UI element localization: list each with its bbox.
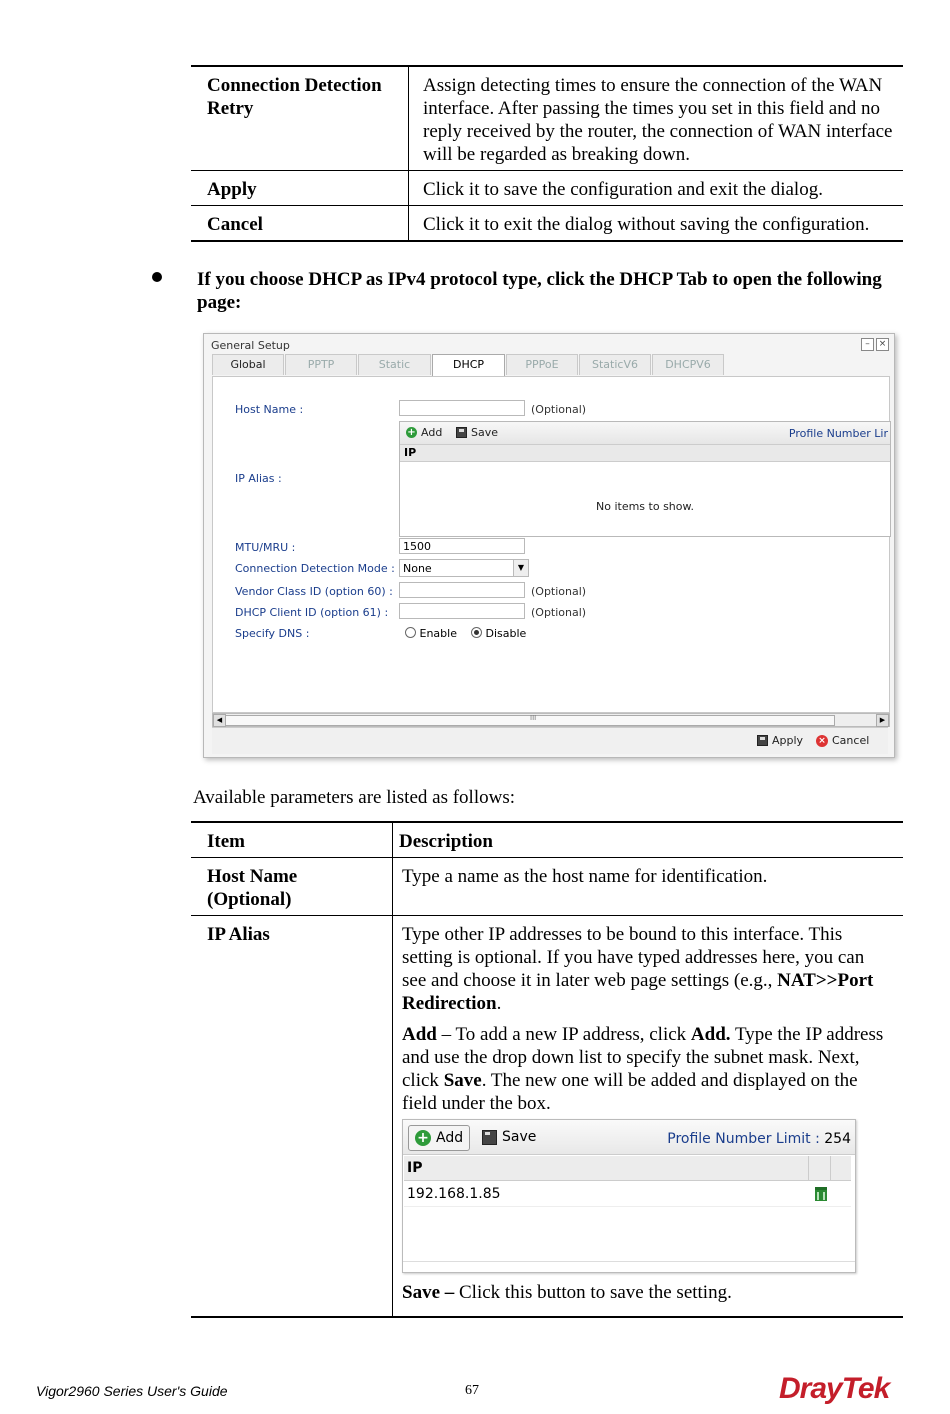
page-number: 67 [465, 1383, 479, 1398]
add-label: Add [436, 1129, 464, 1146]
table-desc: Type a name as the host name for identification. [393, 858, 904, 916]
column-divider [830, 1156, 851, 1180]
desc-bold: Save – [402, 1282, 455, 1303]
host-name-optional: (Optional) [207, 889, 292, 910]
ip-header-label: IP [407, 1160, 423, 1176]
cancel-button[interactable] [816, 734, 869, 747]
desc-text: Type the IP address and use the drop down list to specify the subnet mask. Next, click [402, 1024, 884, 1091]
dns-disable-label: Disable [485, 627, 527, 640]
desc-text: – To add a new IP address, click [436, 1024, 691, 1045]
dhcp-client-label: DHCP Client ID (option 61) : [235, 606, 389, 619]
table-item: IP Alias [191, 916, 393, 1318]
ip-alias-grid [399, 421, 891, 537]
desc-bold: Add. [690, 1024, 731, 1045]
host-name-label: Host Name : [235, 403, 304, 416]
dhcp-panel [212, 376, 890, 713]
ip-alias-desc [402, 923, 893, 1015]
add-icon: + [415, 1130, 431, 1146]
tab-pppoe[interactable]: PPPoE [506, 354, 578, 375]
connection-detection-label: Connection Detection Mode : [235, 562, 395, 575]
save-label: Save [502, 1128, 537, 1145]
parameter-table [191, 821, 903, 1318]
save-desc [402, 1281, 893, 1304]
table-desc: Click it to save the configuration and exit the dialog. [409, 171, 904, 206]
tab-pptp[interactable]: PPTP [285, 354, 357, 375]
ip-alias-toolbar [400, 422, 890, 445]
scroll-thumb[interactable] [225, 715, 835, 726]
header-desc: Description [399, 831, 493, 852]
apply-label: Apply [772, 734, 804, 747]
profile-number: 254 [824, 1131, 851, 1147]
add-label: Add [421, 426, 443, 439]
close-icon[interactable]: × [876, 338, 889, 351]
tab-bar [212, 354, 725, 376]
host-name-input[interactable] [399, 400, 525, 416]
table-item [191, 858, 393, 916]
table-row [191, 206, 903, 242]
mtu-input[interactable]: 1500 [399, 538, 525, 554]
top-parameter-table [191, 65, 903, 242]
vendor-class-label: Vendor Class ID (option 60) : [235, 585, 393, 598]
scroll-right-icon[interactable]: ▶ [876, 714, 889, 727]
table-row [191, 171, 903, 206]
table-desc: Assign detecting times to ensure the connection of the WAN interface. After passing the times you set in this field and no reply received by the router, the connection of WAN interface will be regarded as breaking down. [423, 75, 893, 165]
trash-icon[interactable] [815, 1187, 827, 1201]
add-icon: + [407, 427, 416, 438]
add-button[interactable] [408, 1125, 470, 1151]
table-row [191, 916, 903, 1318]
optional-note: (Optional) [531, 403, 587, 416]
add-desc [402, 1023, 893, 1115]
save-icon [456, 427, 467, 438]
mtu-label: MTU/MRU : [235, 541, 296, 554]
host-name-item: Host Name [207, 866, 298, 887]
window-controls [861, 338, 889, 351]
tab-staticv6[interactable]: StaticV6 [579, 354, 651, 375]
vendor-class-input[interactable] [399, 582, 525, 598]
optional-note: (Optional) [531, 606, 587, 619]
tab-static[interactable]: Static [358, 354, 431, 375]
save-icon [482, 1130, 497, 1145]
desc-bold: NAT>>Port Redirection [402, 970, 874, 1014]
table-desc: Click it to exit the dialog without saving the configuration. [409, 206, 904, 242]
save-button[interactable] [482, 1125, 536, 1149]
save-label: Save [471, 426, 499, 439]
profile-label: Profile Number Limit : [667, 1131, 820, 1147]
table-item: Apply [191, 171, 409, 206]
desc-bold: Save [443, 1070, 482, 1091]
save-button[interactable] [456, 426, 498, 439]
desc-text: Type other IP addresses to be bound to this interface. This setting is optional. If you have typed addresses here, you can see and choose it in later web page settings (e.g., [402, 924, 865, 991]
tab-global[interactable]: Global [212, 354, 284, 375]
available-params-text: Available parameters are listed as follows: [193, 787, 515, 808]
apply-icon [757, 735, 768, 746]
scroll-left-icon[interactable]: ◀ [213, 714, 226, 727]
mini-toolbar [403, 1120, 855, 1155]
chevron-down-icon[interactable]: ▼ [513, 560, 528, 576]
minimize-icon[interactable]: – [861, 338, 874, 351]
table-row [404, 1182, 851, 1207]
connection-detection-select[interactable] [399, 559, 529, 577]
specify-dns-label: Specify DNS : [235, 627, 310, 640]
table-row [191, 66, 903, 171]
ip-column-header: IP [400, 445, 890, 462]
table-row [191, 858, 903, 916]
column-divider [808, 1156, 829, 1180]
add-button[interactable] [406, 426, 442, 439]
scroll-grip: III [530, 714, 537, 722]
general-setup-window [203, 333, 895, 758]
profile-limit [667, 1128, 851, 1151]
optional-note: (Optional) [531, 585, 587, 598]
tab-dhcp[interactable]: DHCP [432, 354, 505, 376]
desc-bold: Add [402, 1024, 437, 1045]
mini-scrollbar[interactable] [403, 1261, 855, 1272]
cancel-icon: × [816, 735, 828, 747]
desc-text: . The new one will be added and displayed on the field under the box. [402, 1070, 858, 1114]
empty-message: No items to show. [596, 500, 694, 513]
cancel-label: Cancel [832, 734, 870, 747]
dns-enable-radio[interactable] [405, 627, 416, 638]
dialog-footer [212, 727, 888, 754]
window-title: General Setup [211, 339, 290, 352]
dns-radio-group [405, 627, 526, 640]
bullet-text: If you choose DHCP as IPv4 protocol type, click the DHCP Tab to open the following page: [197, 269, 882, 313]
dhcp-client-input[interactable] [399, 603, 525, 619]
ip-column-header [404, 1156, 851, 1181]
desc-text: . [496, 993, 502, 1014]
ip-alias-example-grid [402, 1119, 856, 1273]
select-value: None [403, 562, 432, 575]
bullet-icon [152, 272, 162, 282]
tab-dhcpv6[interactable]: DHCPV6 [652, 354, 724, 375]
footer-guide-title: Vigor2960 Series User's Guide [36, 1383, 228, 1399]
desc-text: Click this button to save the setting. [454, 1282, 732, 1303]
table-item: Connection Detection Retry [191, 66, 409, 171]
dns-disable-radio[interactable] [471, 627, 482, 638]
dns-enable-label: Enable [419, 627, 457, 640]
draytek-logo: DrayTek [779, 1372, 890, 1405]
header-item: Item [191, 822, 393, 858]
ip-alias-label: IP Alias : [235, 472, 282, 485]
table-desc [393, 916, 904, 1318]
table-item: Cancel [191, 206, 409, 242]
table-header-row [191, 822, 903, 858]
ip-value: 192.168.1.85 [407, 1186, 501, 1202]
horizontal-scrollbar[interactable] [212, 713, 890, 727]
profile-limit: Profile Number Lir [788, 427, 888, 440]
apply-button[interactable] [757, 734, 803, 747]
